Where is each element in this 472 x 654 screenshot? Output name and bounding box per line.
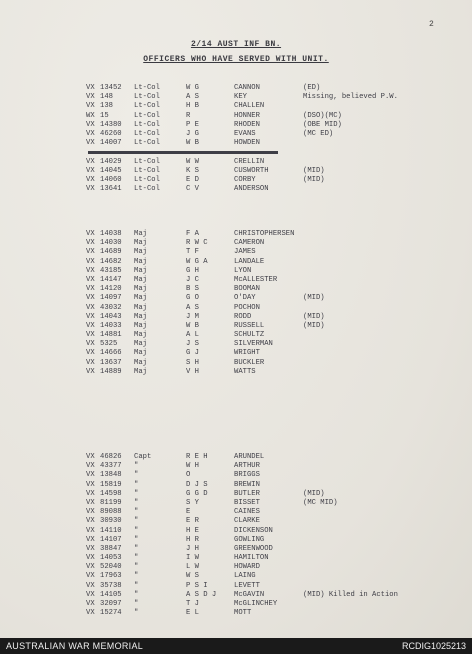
service-number: 13452 (100, 84, 122, 92)
initials: O (186, 471, 191, 480)
document-subtitle: OFFICERS WHO HAVE SERVED WITH UNIT. (143, 55, 329, 64)
service-number: 14030 (100, 239, 122, 248)
service-prefix: VX (86, 554, 95, 563)
officer-row (86, 304, 466, 313)
surname: CANNON (234, 84, 260, 92)
service-prefix: VX (86, 139, 95, 148)
surname: SCHULTZ (234, 331, 265, 340)
service-prefix: VX (86, 600, 95, 608)
rank: " (134, 526, 139, 535)
service-number: 138 (100, 102, 113, 111)
surname: CAINES (234, 508, 260, 517)
remark: (OBE MID) (303, 120, 342, 129)
rank: Maj (134, 340, 147, 349)
officer-row (86, 112, 466, 121)
surname: JAMES (234, 248, 256, 257)
surname: GREENWOOD (234, 544, 273, 553)
surname: POCHON (234, 303, 260, 312)
service-prefix: VX (86, 367, 95, 376)
remark: (MID) (303, 489, 325, 498)
section-maj (86, 230, 466, 377)
officer-row (86, 609, 466, 618)
initials: H E (186, 526, 199, 535)
initials: R (186, 111, 191, 120)
initials: E D (186, 175, 199, 184)
officer-row (86, 481, 466, 490)
service-prefix: VX (86, 349, 95, 358)
rank: " (134, 462, 139, 471)
service-number: 14120 (100, 285, 122, 294)
initials: T J (186, 600, 199, 608)
surname: BISSET (234, 498, 260, 507)
surname: LAING (234, 572, 256, 581)
service-prefix: VX (86, 129, 95, 138)
service-prefix: VX (86, 239, 95, 248)
surname: BOOMAN (234, 285, 260, 294)
section-capt (86, 453, 466, 618)
surname: GOWLING (234, 535, 265, 544)
service-number: 46826 (100, 453, 122, 461)
rank: Lt-Col (134, 93, 160, 102)
service-prefix: VX (86, 303, 95, 312)
struck-out-row (86, 148, 466, 157)
service-prefix: VX (86, 517, 95, 526)
service-prefix: VX (86, 185, 95, 194)
officer-row (86, 582, 466, 591)
officer-row (86, 490, 466, 499)
rank: Capt (134, 453, 152, 461)
surname: BREWIN (234, 480, 260, 489)
service-number: 38847 (100, 544, 122, 553)
surname: SILVERMAN (234, 340, 273, 349)
service-number: 148 (100, 93, 113, 102)
service-number: 30930 (100, 517, 122, 526)
service-prefix: VX (86, 489, 95, 498)
surname: RHODEN (234, 120, 260, 129)
surname: KEY (234, 93, 247, 102)
officer-row (86, 176, 466, 185)
initials: F A (186, 230, 199, 238)
rank: Maj (134, 230, 147, 238)
rank: " (134, 480, 139, 489)
rank: " (134, 554, 139, 563)
rank: Lt-Col (134, 157, 160, 166)
initials: S H (186, 358, 199, 367)
rank: Maj (134, 266, 147, 275)
service-prefix: VX (86, 358, 95, 367)
rank: Lt-Col (134, 120, 160, 129)
service-prefix: VX (86, 175, 95, 184)
initials: P S I (186, 581, 208, 590)
surname: BRIGGS (234, 471, 260, 480)
service-number: 14380 (100, 120, 122, 129)
surname: WATTS (234, 367, 256, 376)
officer-row (86, 508, 466, 517)
service-number: 14147 (100, 275, 122, 284)
initials: B S (186, 285, 199, 294)
surname: CUSWORTH (234, 166, 269, 175)
service-prefix: VX (86, 230, 95, 238)
officer-row (86, 230, 466, 239)
service-prefix: VX (86, 266, 95, 275)
service-prefix: VX (86, 508, 95, 517)
document-title: 2/14 AUST INF BN. (190, 40, 282, 49)
initials: J C (186, 275, 199, 284)
service-number: 14038 (100, 230, 122, 238)
service-number: 14881 (100, 331, 122, 340)
initials: E R (186, 517, 199, 526)
rank: Maj (134, 312, 147, 321)
initials: C V (186, 185, 199, 194)
service-number: 17963 (100, 572, 122, 581)
footer-identifier: RCDIG1025213 (401, 641, 466, 651)
officer-row (86, 359, 466, 368)
service-number: 14007 (100, 139, 122, 148)
service-prefix: VX (86, 93, 95, 102)
surname: CRELLIN (234, 157, 265, 166)
rank: Maj (134, 285, 147, 294)
initials: G O (186, 294, 199, 303)
initials: A S (186, 93, 199, 102)
remark: (ED) (303, 84, 321, 92)
service-prefix: VX (86, 257, 95, 266)
service-number: 14889 (100, 367, 122, 376)
initials: J S (186, 340, 199, 349)
surname: RODD (234, 312, 252, 321)
officer-row (86, 527, 466, 536)
officer-row (86, 102, 466, 111)
service-prefix: VX (86, 590, 95, 599)
initials: L W (186, 563, 199, 572)
remark: (MID) (303, 312, 325, 321)
rank: " (134, 581, 139, 590)
service-number: 89088 (100, 508, 122, 517)
surname: McGAVIN (234, 590, 265, 599)
service-prefix: VX (86, 572, 95, 581)
officer-row (86, 517, 466, 526)
service-prefix: VX (86, 275, 95, 284)
service-number: 14097 (100, 294, 122, 303)
officer-row (86, 600, 466, 609)
initials: H R (186, 535, 199, 544)
rank: " (134, 535, 139, 544)
surname: CHALLEN (234, 102, 265, 111)
service-number: 14682 (100, 257, 122, 266)
rank: Maj (134, 239, 147, 248)
surname: HAMILTON (234, 554, 269, 563)
officer-row (86, 294, 466, 303)
officer-row (86, 368, 466, 377)
officer-row (86, 471, 466, 480)
service-prefix: VX (86, 563, 95, 572)
officer-row (86, 248, 466, 257)
surname: CLARKE (234, 517, 260, 526)
rank: " (134, 600, 139, 608)
service-number: 14043 (100, 312, 122, 321)
officer-row (86, 554, 466, 563)
surname: HOWDEN (234, 139, 260, 148)
remark: Missing, believed P.W. (303, 93, 398, 102)
service-number: 5325 (100, 340, 118, 349)
service-prefix: VX (86, 166, 95, 175)
officer-row (86, 276, 466, 285)
service-number: 43185 (100, 266, 122, 275)
surname: HOWARD (234, 563, 260, 572)
remark: (DSO)(MC) (303, 111, 342, 120)
service-number: 15 (100, 111, 109, 120)
service-number: 81199 (100, 498, 122, 507)
surname: LANDALE (234, 257, 265, 266)
officer-row (86, 349, 466, 358)
service-prefix: VX (86, 581, 95, 590)
initials: E (186, 508, 191, 517)
officer-row (86, 258, 466, 267)
service-prefix: VX (86, 285, 95, 294)
service-prefix: VX (86, 102, 95, 111)
surname: HONNER (234, 111, 260, 120)
service-number: 14666 (100, 349, 122, 358)
archive-footer (0, 638, 472, 654)
rank: " (134, 609, 139, 618)
initials: W G A (186, 257, 208, 266)
section-lt-col (86, 84, 466, 194)
initials: W S (186, 572, 199, 581)
surname: McGLINCHEY (234, 600, 278, 608)
rank: Maj (134, 331, 147, 340)
officer-row (86, 239, 466, 248)
surname: ANDERSON (234, 185, 269, 194)
service-number: 14029 (100, 157, 122, 166)
initials: S Y (186, 498, 199, 507)
initials: A S D J (186, 590, 217, 599)
service-number: 14105 (100, 590, 122, 599)
service-number: 14689 (100, 248, 122, 257)
page-number: 2 (429, 20, 434, 29)
officer-row (86, 313, 466, 322)
service-prefix: VX (86, 462, 95, 471)
officer-row (86, 139, 466, 148)
initials: J M (186, 312, 199, 321)
surname: WRIGHT (234, 349, 260, 358)
rank: " (134, 544, 139, 553)
rank: Maj (134, 248, 147, 257)
service-number: 14053 (100, 554, 122, 563)
officer-row (86, 167, 466, 176)
service-number: 43032 (100, 303, 122, 312)
rank: " (134, 563, 139, 572)
surname: RUSSELL (234, 321, 265, 330)
rank: Maj (134, 358, 147, 367)
surname: McALLESTER (234, 275, 278, 284)
service-prefix: VX (86, 294, 95, 303)
rank: Maj (134, 294, 147, 303)
rank: " (134, 498, 139, 507)
surname: O'DAY (234, 294, 256, 303)
remark: (MC MID) (303, 498, 338, 507)
remark: (MID) (303, 321, 325, 330)
officer-row (86, 84, 466, 93)
officer-row (86, 340, 466, 349)
rank: Lt-Col (134, 84, 160, 92)
initials: K S (186, 166, 199, 175)
initials: P E (186, 120, 199, 129)
service-prefix: VX (86, 84, 95, 92)
surname: CAMERON (234, 239, 265, 248)
rank: " (134, 489, 139, 498)
initials: T F (186, 248, 199, 257)
officer-row (86, 267, 466, 276)
surname: BUCKLER (234, 358, 265, 367)
officer-row (86, 536, 466, 545)
rank: " (134, 471, 139, 480)
surname: ARTHUR (234, 462, 260, 471)
remark: (MID) Killed in Action (303, 590, 398, 599)
service-prefix: VX (86, 480, 95, 489)
officer-row (86, 130, 466, 139)
service-prefix: VX (86, 331, 95, 340)
service-prefix: VX (86, 157, 95, 166)
initials: A S (186, 303, 199, 312)
rank: Lt-Col (134, 129, 160, 138)
service-prefix: VX (86, 248, 95, 257)
rank: Maj (134, 321, 147, 330)
officer-row (86, 121, 466, 130)
initials: R W C (186, 239, 208, 248)
service-prefix: VX (86, 453, 95, 461)
officer-row (86, 572, 466, 581)
footer-institution: AUSTRALIAN WAR MEMORIAL (6, 641, 144, 651)
rank: Lt-Col (134, 166, 160, 175)
service-number: 14107 (100, 535, 122, 544)
service-prefix: VX (86, 321, 95, 330)
service-prefix: VX (86, 312, 95, 321)
service-number: 14033 (100, 321, 122, 330)
officer-row (86, 591, 466, 600)
service-number: 13637 (100, 358, 122, 367)
initials: J G (186, 129, 199, 138)
initials: J H (186, 544, 199, 553)
strikeout-bar (88, 151, 278, 154)
surname: DICKENSON (234, 526, 273, 535)
remark: (MID) (303, 166, 325, 175)
service-number: 14045 (100, 166, 122, 175)
officer-row (86, 185, 466, 194)
service-prefix: WX (86, 111, 95, 120)
initials: G H (186, 266, 199, 275)
initials: W B (186, 321, 199, 330)
officer-row (86, 93, 466, 102)
service-number: 46260 (100, 129, 122, 138)
service-prefix: VX (86, 535, 95, 544)
rank: Maj (134, 275, 147, 284)
rank: Maj (134, 349, 147, 358)
initials: R E H (186, 453, 208, 461)
officer-row (86, 322, 466, 331)
service-prefix: VX (86, 471, 95, 480)
officer-row (86, 462, 466, 471)
service-number: 14598 (100, 489, 122, 498)
service-number: 35738 (100, 581, 122, 590)
initials: W H (186, 462, 199, 471)
surname: ARUNDEL (234, 453, 265, 461)
rank: Maj (134, 257, 147, 266)
rank: Lt-Col (134, 175, 160, 184)
initials: W W (186, 157, 199, 166)
initials: G G D (186, 489, 208, 498)
surname: EVANS (234, 129, 256, 138)
rank: " (134, 572, 139, 581)
surname: BUTLER (234, 489, 260, 498)
rank: Lt-Col (134, 111, 160, 120)
rank: " (134, 508, 139, 517)
rank: Lt-Col (134, 102, 160, 111)
rank: " (134, 517, 139, 526)
officer-row (86, 545, 466, 554)
service-number: 32097 (100, 600, 122, 608)
initials: G J (186, 349, 199, 358)
surname: CHRISTOPHERSEN (234, 230, 295, 238)
initials: A L (186, 331, 199, 340)
surname: LYON (234, 266, 252, 275)
rank: Lt-Col (134, 139, 160, 148)
initials: D J S (186, 480, 208, 489)
service-number: 15819 (100, 480, 122, 489)
officer-row (86, 331, 466, 340)
surname: CORBY (234, 175, 256, 184)
officer-row (86, 453, 466, 462)
rank: Maj (134, 303, 147, 312)
initials: I W (186, 554, 199, 563)
service-number: 14060 (100, 175, 122, 184)
service-number: 43377 (100, 462, 122, 471)
service-number: 13641 (100, 185, 122, 194)
initials: W B (186, 139, 199, 148)
service-prefix: VX (86, 340, 95, 349)
rank: " (134, 590, 139, 599)
officer-row (86, 285, 466, 294)
initials: E L (186, 609, 199, 618)
surname: MOTT (234, 609, 252, 618)
service-number: 52040 (100, 563, 122, 572)
remark: (MID) (303, 294, 325, 303)
service-number: 14110 (100, 526, 122, 535)
officer-row (86, 499, 466, 508)
surname: LEVETT (234, 581, 260, 590)
initials: H B (186, 102, 199, 111)
service-prefix: VX (86, 526, 95, 535)
officer-row (86, 563, 466, 572)
service-prefix: VX (86, 120, 95, 129)
service-prefix: VX (86, 544, 95, 553)
remark: (MID) (303, 175, 325, 184)
service-number: 13848 (100, 471, 122, 480)
rank: Lt-Col (134, 185, 160, 194)
service-prefix: VX (86, 609, 95, 618)
service-number: 15274 (100, 609, 122, 618)
rank: Maj (134, 367, 147, 376)
service-prefix: VX (86, 498, 95, 507)
initials: W G (186, 84, 199, 92)
initials: V H (186, 367, 199, 376)
officer-row (86, 158, 466, 167)
remark: (MC ED) (303, 129, 334, 138)
